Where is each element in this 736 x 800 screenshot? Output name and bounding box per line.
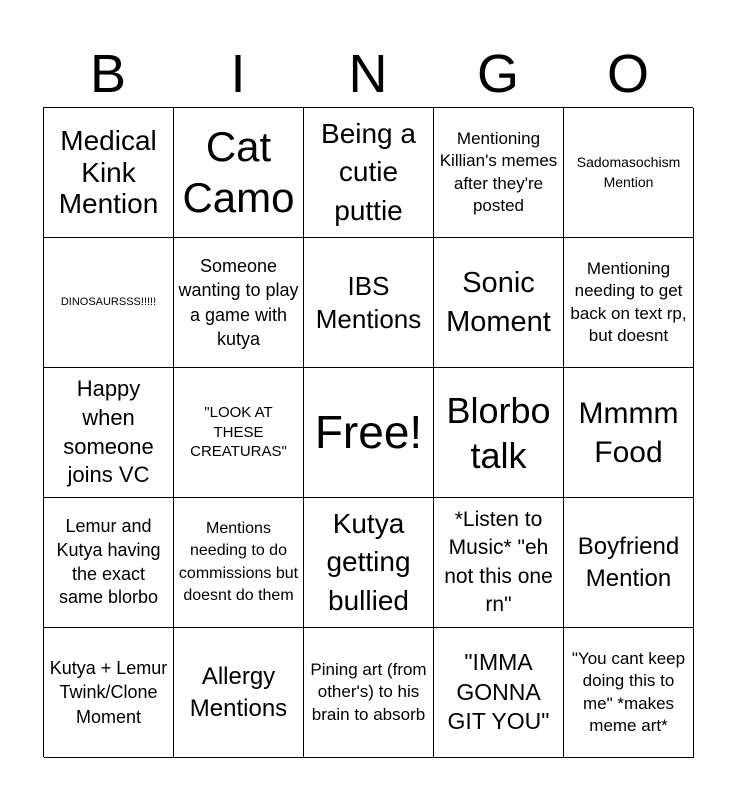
bingo-cell[interactable]: Mentions needing to do commissions but doesnt do them — [174, 498, 304, 628]
bingo-cell[interactable]: Sonic Moment — [434, 238, 564, 368]
header-letter-b: B — [89, 44, 127, 104]
bingo-cell[interactable]: DINOSAURSSS!!!!! — [44, 238, 174, 368]
bingo-cell[interactable]: Sadomasochism Mention — [564, 108, 694, 238]
bingo-cell[interactable]: Mentioning needing to get back on text rp, but doesnt — [564, 238, 694, 368]
bingo-cell[interactable]: Someone wanting to play a game with kutya — [174, 238, 304, 368]
bingo-board — [43, 107, 693, 757]
bingo-cell[interactable]: *Listen to Music* "eh not this one rn" — [434, 498, 564, 628]
bingo-cell[interactable]: Being a cutie puttie — [304, 108, 434, 238]
bingo-cell[interactable]: Pining art (from other's) to his brain to absorb — [304, 628, 434, 758]
header-letter-n: N — [348, 44, 388, 104]
bingo-cell[interactable]: Mmmm Food — [564, 368, 694, 498]
header-letter-i: I — [230, 44, 246, 104]
bingo-cell[interactable]: Allergy Mentions — [174, 628, 304, 758]
bingo-cell[interactable]: Kutya getting bullied — [304, 498, 434, 628]
bingo-cell[interactable]: "You cant keep doing this to me" *makes meme art* — [564, 628, 694, 758]
bingo-cell[interactable]: Happy when someone joins VC — [44, 368, 174, 498]
header-letter-g: G — [476, 44, 519, 104]
bingo-cell[interactable]: Cat Camo — [174, 108, 304, 238]
bingo-cell[interactable]: "LOOK AT THESE CREATURAS" — [174, 368, 304, 498]
bingo-header — [43, 40, 693, 108]
bingo-cell[interactable]: Lemur and Kutya having the exact same blorbo — [44, 498, 174, 628]
bingo-cell[interactable]: Mentioning Killian's memes after they're posted — [434, 108, 564, 238]
bingo-cell[interactable]: Kutya + Lemur Twink/Clone Moment — [44, 628, 174, 758]
bingo-cell[interactable]: Boyfriend Mention — [564, 498, 694, 628]
free-space[interactable]: Free! — [304, 368, 434, 498]
header-letter-o: O — [606, 44, 649, 104]
bingo-cell[interactable]: "IMMA GONNA GIT YOU" — [434, 628, 564, 758]
bingo-cell[interactable]: Medical Kink Mention — [44, 108, 174, 238]
bingo-cell[interactable]: IBS Mentions — [304, 238, 434, 368]
bingo-cell[interactable]: Blorbo talk — [434, 368, 564, 498]
